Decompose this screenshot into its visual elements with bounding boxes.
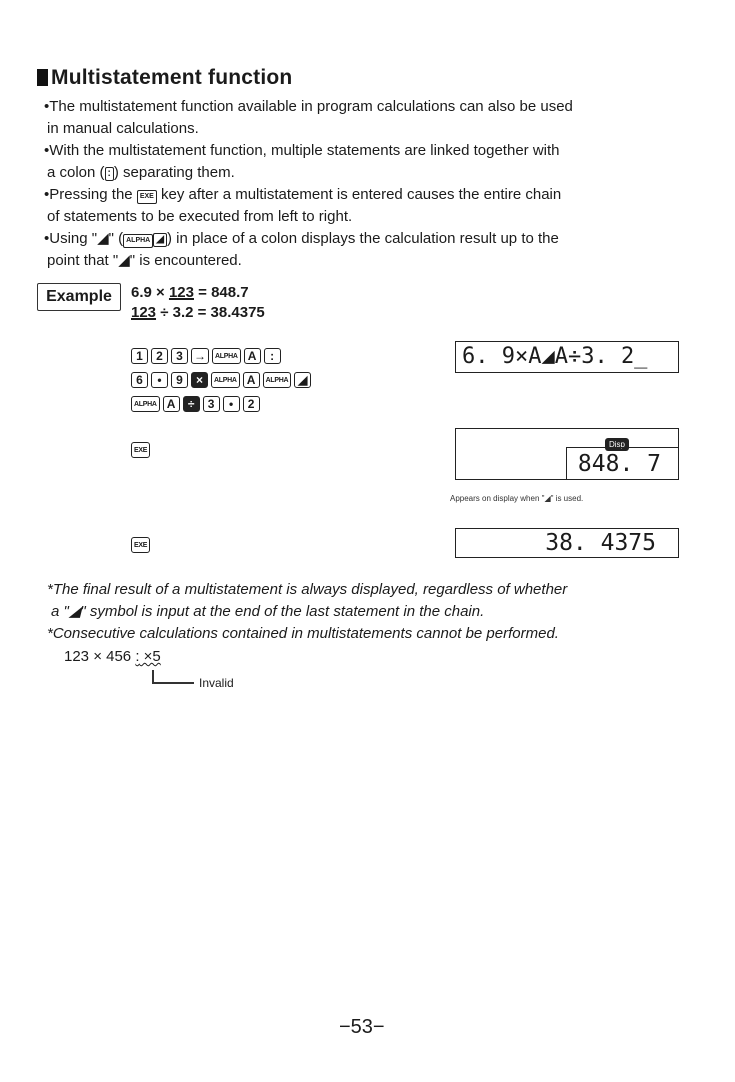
display-final-text: 38. 4375 [545,530,656,556]
key-3: 3 [203,396,220,412]
key-a: A [243,372,260,388]
bullet-4-text-a: •Using "◢" ( [44,230,124,247]
example-label-box [37,283,121,311]
title-text: Multistatement function [51,66,293,89]
bullet-2-text-b: ) separating them. [113,164,235,181]
disp-indicator: Disp [605,438,629,451]
bullet-2-text-a: a colon ( [47,164,105,181]
example-line-1-underlined: 123 [168,284,194,301]
exe-key-icon: EXE [137,190,157,204]
alpha-key-icon: ALPHA [123,234,153,248]
invalid-expr-b: ×5 [139,648,161,665]
display-input-text: 6. 9×A◢A÷3. 2_ [462,344,648,369]
bullet-1 [44,96,684,140]
key-alpha: ALPHA [263,372,292,388]
page-number: −53− [339,1016,385,1038]
key-1: 1 [131,348,148,364]
key-2: 2 [151,348,168,364]
disp-key-icon: ◢ [153,233,167,247]
bullet-1-line-2: in manual calculations. [47,120,199,137]
note-1-line-2: a "◢" symbol is input at the end of the last statement in the chain. [51,603,485,620]
key-assign-arrow: → [191,348,209,364]
example-label: Example [46,288,112,305]
key-divide: ÷ [183,396,200,412]
key-alpha: ALPHA [212,348,241,364]
example-line-2 [131,304,265,321]
bullet-2 [44,140,684,184]
display-caption: Appears on display when "◢" is used. [450,494,584,503]
key-alpha: ALPHA [131,396,160,412]
key-decimal: • [151,372,168,388]
example-line-1-post: = 848.7 [193,284,249,301]
bullet-3-text-b: key after a multistatement is entered causes the entire chain [156,186,562,203]
display-input [455,341,679,373]
key-row-3 [131,394,260,414]
bullet-1-line-1: •The multistatement function available in program calculations can also be used [44,98,573,115]
bullet-4 [44,228,684,272]
exe-key: EXE [131,537,150,553]
bullet-4-line-1 [44,228,684,250]
note-2-line-1: *Consecutive calculations contained in multistatements cannot be performed. [47,625,559,642]
bullet-3-line-1 [44,184,684,206]
display-final [455,528,679,558]
key-a: A [163,396,180,412]
key-9: 9 [171,372,188,388]
invalid-colon: : [135,648,140,665]
key-multiply: × [191,372,208,388]
invalid-pointer-horizontal [152,682,194,684]
key-2: 2 [243,396,260,412]
note-1-line-1: *The final result of a multistatement is always displayed, regardless of whether [47,581,568,598]
example-line-1 [131,284,249,301]
bullet-4-text-b: ) in place of a colon displays the calculation result up to the [166,230,559,247]
invalid-label: Invalid [199,676,234,690]
key-decimal: • [223,396,240,412]
bullet-4-line-2: point that "◢" is encountered. [47,252,242,269]
bullet-2-line-1: •With the multistatement function, multiple statements are linked together with [44,142,560,159]
example-line-1-pre: 6.9 × [131,284,169,301]
bullet-3-line-2: of statements to be executed from left to right. [47,208,353,225]
key-disp-triangle: ◢ [294,372,311,388]
display-intermediate-inner [566,447,679,480]
bullet-3-text-a: •Pressing the [44,186,137,203]
key-3: 3 [171,348,188,364]
key-colon: : [264,348,281,364]
bullet-3 [44,184,684,228]
colon-key-icon: : [105,167,114,181]
key-row-1 [131,346,281,366]
example-line-2-underlined: 123 [131,304,157,321]
exe-key: EXE [131,442,150,458]
invalid-expr-a: 123 × 456 [64,648,136,665]
exe-key-step-1 [131,442,150,458]
note-2 [47,623,687,645]
title-bullet-square [37,69,48,86]
exe-key-step-2 [131,537,150,553]
bullet-2-line-2 [44,162,684,184]
section-title [37,66,292,90]
key-row-2 [131,370,311,390]
display-intermediate-text: 848. 7 [577,451,661,477]
display-intermediate [455,428,679,480]
key-a: A [244,348,261,364]
example-line-2-post: ÷ 3.2 = 38.4375 [156,304,265,321]
invalid-expression [64,648,161,665]
key-6: 6 [131,372,148,388]
key-alpha: ALPHA [211,372,240,388]
note-1 [47,579,687,623]
